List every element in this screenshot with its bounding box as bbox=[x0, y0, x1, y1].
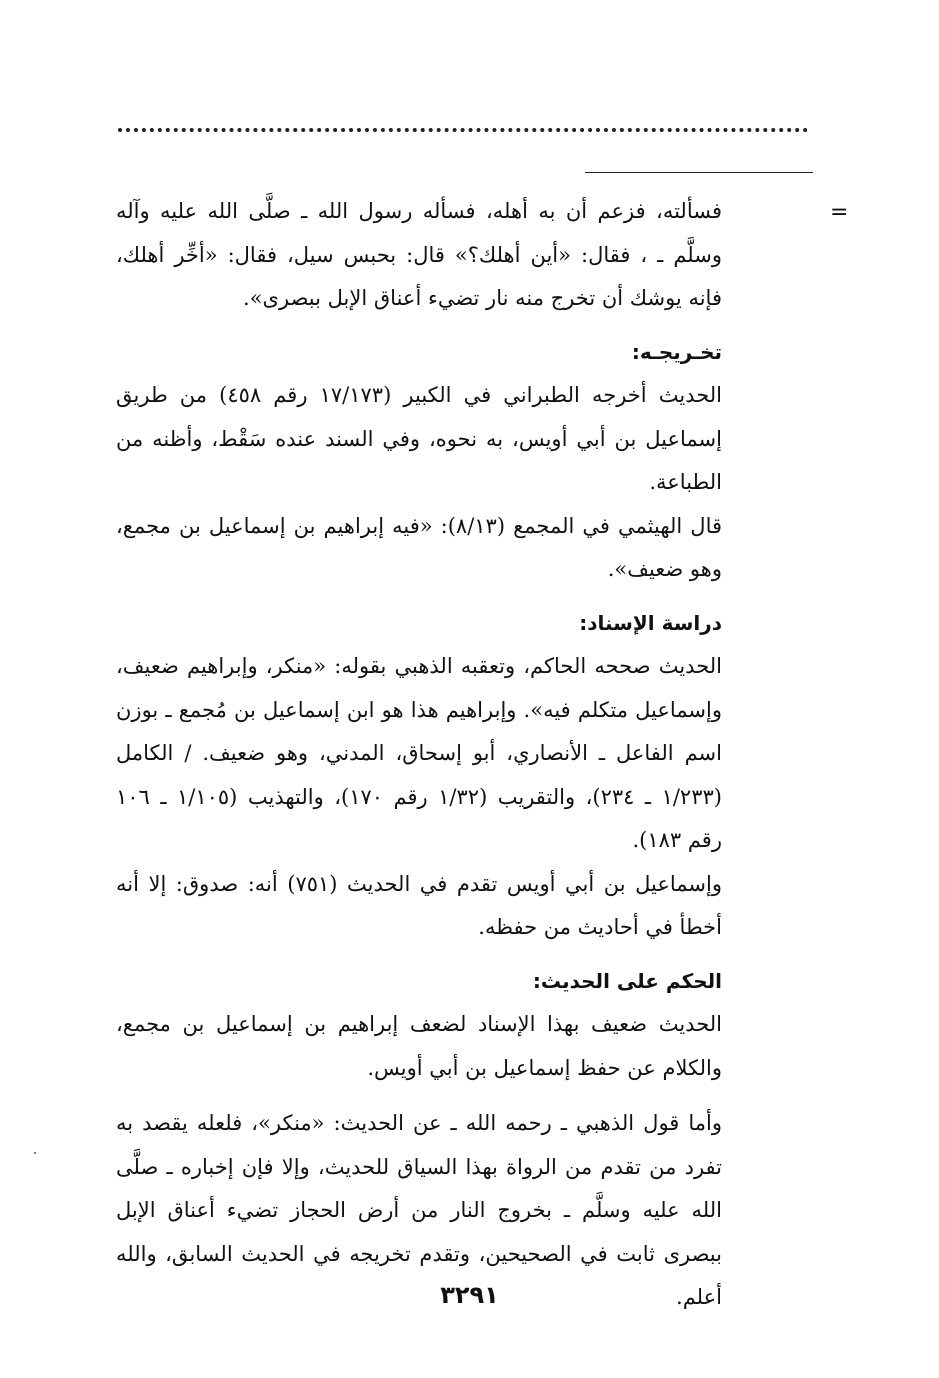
ruling-paragraph: الحديث ضعيف بهذا الإسناد لضعف إبراهيم بن إسماعيل بن مجمع، والكلام عن حفظ إسماعيل بن أبي أويس. bbox=[116, 1012, 722, 1080]
scan-speck bbox=[34, 1152, 36, 1154]
hadith-text-paragraph: فسألته، فزعم أن به أهله، فسأله رسول الله ـ صلَّى الله عليه وآله وسلَّم ـ ، فقال: «أين أهلك؟» قال: بحبس سيل، فقال: «أخِّر أهلك، فإنه يوشك أن تخرج منه نار تضيء أعناق الإبل ببصرى». bbox=[116, 199, 722, 310]
page-body bbox=[116, 190, 722, 1320]
takhrij-paragraph: الحديث أخرجه الطبراني في الكبير (١٧/١٧٣ رقم ٤٥٨) من طريق إسماعيل بن أبي أويس، به نحوه، وفي السند عنده سَقْط، وأظنه من الطباعة. bbox=[116, 383, 722, 494]
takhrij-heading: تخـريجـه: bbox=[631, 339, 722, 364]
ismail-paragraph: وإسماعيل بن أبي أويس تقدم في الحديث (٧٥١) أنه: صدوق: إلا أنه أخطأ في أحاديث من حفظه. bbox=[116, 871, 722, 939]
footnote-rule bbox=[585, 172, 813, 173]
haythami-paragraph: قال الهيثمي في المجمع (٨/١٣): «فيه إبراهيم بن إسماعيل بن مجمع، وهو ضعيف». bbox=[116, 513, 723, 581]
isnad-study-paragraph: الحديث صححه الحاكم، وتعقبه الذهبي بقوله: «منكر، وإبراهيم ضعيف، وإسماعيل متكلم فيه». وإبراهيم هذا هو ابن إسماعيل بن مُجمع ـ بوزن اسم الفاعل ـ الأنصاري، أبو إسحاق، المدني، وهو ضعيف. / الكامل (١/٢٣٣ ـ ٢٣٤)، والتقريب (١/٣٢ رقم ١٧٠)، والتهذيب (١/١٠٥ ـ ١٠٦ رقم ١٨٣). bbox=[116, 654, 722, 852]
continuation-mark: = bbox=[830, 200, 849, 225]
isnad-study-heading: دراسة الإسناد: bbox=[579, 610, 722, 635]
dhahabi-comment-paragraph: وأما قول الذهبي ـ رحمه الله ـ عن الحديث: «منكر»، فلعله يقصد به تفرد من تقدم من الرواة بهذا السياق للحديث، وإلا فإن إخباره ـ صلَّى الله عليه وسلَّم ـ بخروج النار من أرض الحجاز تضيء أعناق الإبل ببصرى ثابت في الصحيحين، وتقدم تخريجه في الحديث السابق، والله أعلم. bbox=[116, 1111, 722, 1309]
page-number: ٣٢٩١ bbox=[440, 1281, 499, 1309]
dotted-separator bbox=[118, 128, 808, 132]
ruling-heading: الحكم على الحديث: bbox=[532, 968, 722, 993]
